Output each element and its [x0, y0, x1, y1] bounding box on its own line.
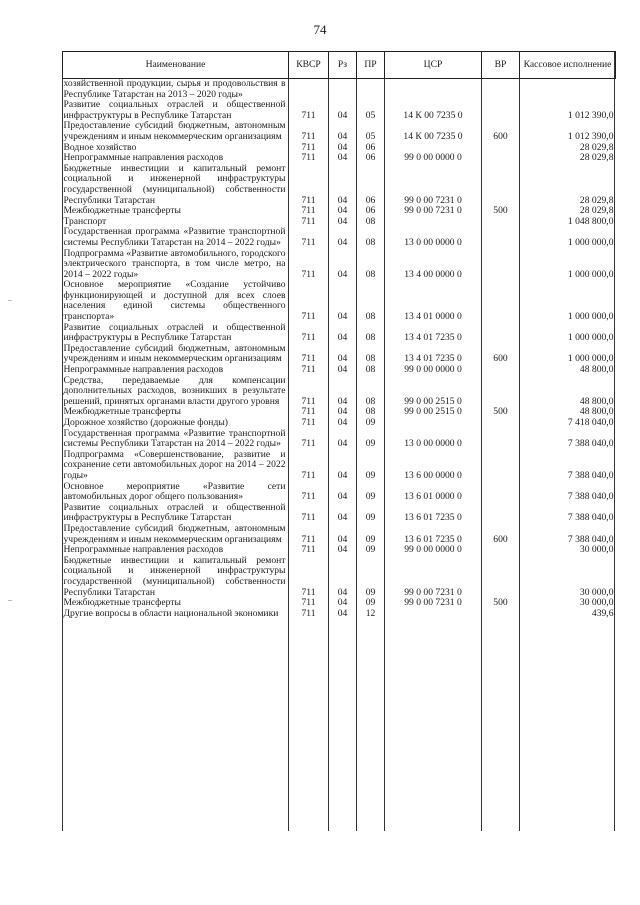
cell-kvsr: 711: [301, 109, 316, 121]
cell-rz: 04: [337, 533, 348, 545]
cell-csr: 13 4 01 0000 0: [404, 311, 462, 323]
binding-mark: [8, 600, 12, 601]
table-row: [63, 164, 616, 206]
cell-kvsr: 711: [301, 332, 316, 344]
cell-kvsr: 711: [301, 205, 316, 217]
cell-kvsr: 711: [301, 215, 316, 227]
cell-kvsr: 711: [301, 311, 316, 323]
cell-amount: 7 388 040,0: [567, 491, 614, 503]
cell-pr: 06: [365, 194, 376, 206]
cell-kvsr: 711: [301, 268, 316, 280]
cell-amount: 1 000 000,0: [567, 236, 614, 248]
cell-csr: 99 0 00 0000 0: [404, 544, 462, 556]
cell-vr: [482, 429, 520, 450]
cell-name: Средства, передаваемые для компенсации дополнительных расходов, возникших в результате решений, принятых органами власти другого уровня: [63, 374, 286, 407]
cell-name: Основное мероприятие «Развитие сети автомобильных дорог общего пользования»: [63, 480, 286, 503]
cell-rz: 04: [337, 544, 348, 556]
cell-amount: 7 388 040,0: [567, 512, 614, 524]
header-rz: Рз: [329, 52, 357, 79]
cell-kvsr: 711: [301, 130, 316, 142]
table-row: [63, 121, 616, 142]
cell-rz: 04: [337, 236, 348, 248]
cell-vr: 600: [493, 353, 508, 365]
cell-pr: 08: [365, 311, 376, 323]
cell-amount: 1 000 000,0: [567, 268, 614, 280]
cell-vr: 500: [493, 406, 508, 418]
cell-csr: 13 6 01 7235 0: [404, 512, 462, 524]
cell-pr: 12: [365, 607, 376, 619]
cell-amount: 1 012 390,0: [567, 109, 614, 121]
cell-kvsr: 711: [301, 194, 316, 206]
cell-amount: 1 000 000,0: [567, 311, 614, 323]
cell-rz: 04: [337, 205, 348, 217]
cell-kvsr: 711: [301, 364, 316, 376]
cell-vr: [482, 227, 520, 248]
cell-csr: 13 0 00 0000 0: [404, 236, 462, 248]
cell-kvsr: 711: [301, 353, 316, 365]
header-vr: ВР: [482, 52, 520, 79]
cell-amount: 28 029,8: [579, 141, 614, 153]
cell-csr: [385, 418, 482, 429]
cell-kvsr: 711: [301, 586, 316, 598]
cell-pr: 05: [365, 130, 376, 142]
cell-amount: 28 029,8: [579, 205, 614, 217]
cell-rz: 04: [337, 438, 348, 450]
cell-amount: 28 029,8: [579, 152, 614, 164]
cell-vr: [482, 503, 520, 524]
cell-rz: [329, 79, 357, 101]
table-row: [63, 609, 616, 620]
cell-csr: 14 К 00 7235 0: [403, 130, 463, 142]
header-pr: ПР: [357, 52, 385, 79]
table-row: [63, 280, 616, 322]
cell-vr: 600: [493, 130, 508, 142]
header-amount: Кассовое исполнение: [520, 52, 616, 79]
cell-pr: 09: [365, 544, 376, 556]
cell-rz: 04: [337, 141, 348, 153]
cell-kvsr: 711: [301, 544, 316, 556]
cell-rz: 04: [337, 353, 348, 365]
cell-amount: [520, 79, 616, 101]
cell-amount: 7 388 040,0: [567, 469, 614, 481]
table-row: [63, 344, 616, 365]
cell-csr: 99 0 00 0000 0: [404, 152, 462, 164]
cell-pr: [357, 79, 385, 101]
cell-rz: 04: [337, 597, 348, 609]
cell-name: Межбюджетные трансферты: [63, 205, 181, 217]
cell-vr: [482, 365, 520, 376]
table-row: [63, 100, 616, 121]
cell-csr: 13 6 01 0000 0: [404, 491, 462, 503]
cell-kvsr: 711: [301, 469, 316, 481]
cell-rz: 04: [337, 586, 348, 598]
cell-pr: 08: [365, 332, 376, 344]
cell-pr: 09: [365, 597, 376, 609]
cell-name: Дорожное хозяйство (дорожные фонды): [63, 417, 228, 428]
cell-name: Межбюджетные трансферты: [63, 406, 181, 418]
table-row: [63, 418, 616, 429]
cell-amount: 28 029,8: [579, 194, 614, 206]
cell-name: Непрограммные направления расходов: [63, 152, 224, 164]
cell-amount: 7 388 040,0: [567, 438, 614, 450]
cell-vr: [482, 249, 520, 281]
cell-rz: 04: [337, 152, 348, 164]
cell-amount: 1 012 390,0: [567, 130, 614, 142]
cell-kvsr: 711: [301, 491, 316, 503]
cell-amount: 48 800,0: [579, 395, 614, 407]
cell-vr: 500: [493, 597, 508, 609]
table-row: [63, 79, 616, 101]
cell-csr: 13 6 01 7235 0: [404, 533, 462, 545]
cell-csr: 99 0 00 7231 0: [404, 205, 462, 217]
cell-kvsr: 711: [301, 406, 316, 418]
cell-pr: 06: [365, 152, 376, 164]
cell-vr: [482, 609, 520, 620]
table-row: [63, 482, 616, 503]
cell-vr: [482, 79, 520, 101]
cell-pr: 09: [365, 533, 376, 545]
cell-pr: 09: [365, 469, 376, 481]
cell-name: Предоставление субсидий бюджетным, автономным учреждениям и иным некоммерческим организациям: [63, 342, 286, 365]
cell-rz: 04: [337, 194, 348, 206]
cell-csr: 14 К 00 7235 0: [403, 109, 463, 121]
cell-vr: 600: [493, 533, 508, 545]
cell-rz: 04: [337, 109, 348, 121]
cell-pr: 08: [365, 215, 376, 227]
cell-name: Государственная программа «Развитие транспортной системы Республики Татарстан на 2014 – 2022 годы»: [63, 427, 286, 450]
cell-rz: 04: [337, 491, 348, 503]
cell-vr: [482, 376, 520, 408]
table-row: [63, 249, 616, 281]
cell-amount: 1 048 800,0: [567, 215, 614, 227]
cell-pr: 08: [365, 268, 376, 280]
cell-csr: 99 0 00 7231 0: [404, 586, 462, 598]
cell-vr: [482, 217, 520, 228]
binding-mark: [8, 300, 12, 301]
cell-name: Предоставление субсидий бюджетным, автономным учреждениям и иным некоммерческим организациям: [63, 522, 286, 545]
cell-vr: [482, 100, 520, 121]
cell-rz: 04: [337, 417, 348, 428]
table-row: [63, 524, 616, 545]
cell-name: Развитие социальных отраслей и общественной инфраструктуры в Республике Татарстан: [63, 99, 286, 121]
cell-rz: 04: [337, 311, 348, 323]
cell-csr: 99 0 00 7231 0: [404, 597, 462, 609]
table-row: [63, 429, 616, 450]
cell-vr: [482, 164, 520, 206]
cell-vr: [482, 143, 520, 154]
cell-amount: 1 000 000,0: [567, 353, 614, 365]
cell-rz: 04: [337, 512, 348, 524]
cell-csr: 99 0 00 2515 0: [404, 395, 462, 407]
cell-kvsr: 711: [301, 236, 316, 248]
cell-pr: 09: [365, 417, 376, 428]
cell-pr: 09: [365, 586, 376, 598]
cell-kvsr: [289, 79, 329, 101]
cell-pr: 08: [365, 364, 376, 376]
cell-rz: 04: [337, 607, 348, 619]
cell-name: Государственная программа «Развитие транспортной системы Республики Татарстан на 2014 – 2022 годы»: [63, 226, 286, 248]
cell-vr: [482, 418, 520, 429]
cell-name: Непрограммные направления расходов: [63, 364, 224, 376]
cell-csr: [385, 217, 482, 228]
cell-vr: [482, 280, 520, 322]
cell-csr: 99 0 00 7231 0: [404, 194, 462, 206]
cell-rz: 04: [337, 130, 348, 142]
cell-kvsr: 711: [301, 438, 316, 450]
cell-kvsr: 711: [301, 597, 316, 609]
cell-pr: 08: [365, 236, 376, 248]
table-row: [63, 556, 616, 598]
table-row: [63, 376, 616, 408]
cell-pr: 09: [365, 491, 376, 503]
cell-pr: 08: [365, 406, 376, 418]
cell-pr: 05: [365, 109, 376, 121]
cell-kvsr: 711: [301, 417, 316, 428]
cell-vr: [482, 153, 520, 164]
cell-vr: [482, 556, 520, 598]
cell-amount: 30 000,0: [579, 586, 614, 598]
cell-csr: [385, 79, 482, 101]
table-row: [63, 227, 616, 248]
cell-csr: 13 6 00 0000 0: [404, 469, 462, 481]
cell-vr: [482, 545, 520, 556]
cell-csr: 13 4 00 0000 0: [404, 268, 462, 280]
cell-name: Подпрограмма «Совершенствование, развитие и сохранение сети автомобильных дорог на 2014 – 2022 годы»: [63, 448, 286, 481]
cell-rz: 04: [337, 406, 348, 418]
cell-amount: 30 000,0: [579, 597, 614, 609]
cell-pr: 06: [365, 141, 376, 153]
page-number: 74: [313, 22, 327, 37]
cell-csr: 13 4 01 7235 0: [404, 353, 462, 365]
cell-rz: 04: [337, 215, 348, 227]
cell-name: Развитие социальных отраслей и общественной инфраструктуры в Республике Татарстан: [63, 501, 286, 524]
cell-pr: 06: [365, 205, 376, 217]
cell-amount: 7 418 040,0: [567, 417, 614, 428]
header-kvsr: КВСР: [289, 52, 329, 79]
cell-kvsr: 711: [301, 533, 316, 545]
cell-csr: [385, 609, 482, 620]
header-name: Наименование: [63, 52, 289, 79]
cell-kvsr: 711: [301, 512, 316, 524]
cell-name: Предоставление субсидий бюджетным, автономным учреждениям и иным некоммерческим организациям: [63, 120, 286, 142]
cell-kvsr: 711: [301, 141, 316, 153]
cell-name: Развитие социальных отраслей и общественной инфраструктуры в Республике Татарстан: [63, 321, 286, 344]
cell-rz: 04: [337, 469, 348, 481]
cell-name: Основное мероприятие «Создание устойчиво функционирующей и доступной для всех слоев населения единой системы общественного транспорта»: [63, 279, 286, 323]
cell-amount: 7 388 040,0: [567, 533, 614, 545]
cell-rz: 04: [337, 332, 348, 344]
cell-name: Бюджетные инвестиции и капитальный ремонт социальной и инженерной инфраструктуры государственной (муниципальной) собственности Республики Татарстан: [63, 554, 286, 598]
cell-vr: [482, 482, 520, 503]
table-row: [63, 503, 616, 524]
cell-pr: 08: [365, 395, 376, 407]
cell-vr: [482, 450, 520, 482]
cell-pr: 09: [365, 512, 376, 524]
cell-kvsr: 711: [301, 607, 316, 619]
table-body: [63, 79, 616, 620]
table-row: [63, 450, 616, 482]
cell-amount: 48 800,0: [579, 406, 614, 418]
cell-amount: 48 800,0: [579, 364, 614, 376]
cell-kvsr: 711: [301, 395, 316, 407]
cell-name: Транспорт: [63, 215, 107, 227]
cell-name: Подпрограмма «Развитие автомобильного, городского электрического транспорта, в том числе метро, на 2014 – 2022 годы»: [63, 247, 286, 280]
cell-amount: 1 000 000,0: [567, 332, 614, 344]
cell-name: Бюджетные инвестиции и капитальный ремонт социальной и инженерной инфраструктуры государственной (муниципальной) собственности Республики Татарстан: [63, 162, 286, 206]
budget-table: [62, 51, 616, 619]
header-row: [63, 52, 616, 79]
cell-amount: 30 000,0: [579, 544, 614, 556]
cell-vr: 500: [493, 205, 508, 217]
cell-name: Межбюджетные трансферты: [63, 597, 181, 609]
cell-kvsr: 711: [301, 152, 316, 164]
cell-csr: 13 0 00 0000 0: [404, 438, 462, 450]
cell-vr: [482, 323, 520, 344]
cell-rz: 04: [337, 395, 348, 407]
cell-rz: 04: [337, 268, 348, 280]
cell-csr: 99 0 00 2515 0: [404, 406, 462, 418]
cell-pr: 08: [365, 353, 376, 365]
cell-name: Непрограммные направления расходов: [63, 544, 224, 556]
cell-csr: 13 4 01 7235 0: [404, 332, 462, 344]
cell-rz: 04: [337, 364, 348, 376]
cell-amount: 439,6: [591, 607, 614, 619]
table-row: [63, 323, 616, 344]
cell-pr: 09: [365, 438, 376, 450]
cell-name: Водное хозяйство: [63, 141, 137, 153]
cell-name: хозяйственной продукции, сырья и продовольствия в Республике Татарстан на 2013 – 2020 годы»: [63, 78, 286, 100]
cell-csr: 99 0 00 0000 0: [404, 364, 462, 376]
header-csr: ЦСР: [385, 52, 482, 79]
cell-name: Другие вопросы в области национальной экономики: [63, 607, 279, 619]
